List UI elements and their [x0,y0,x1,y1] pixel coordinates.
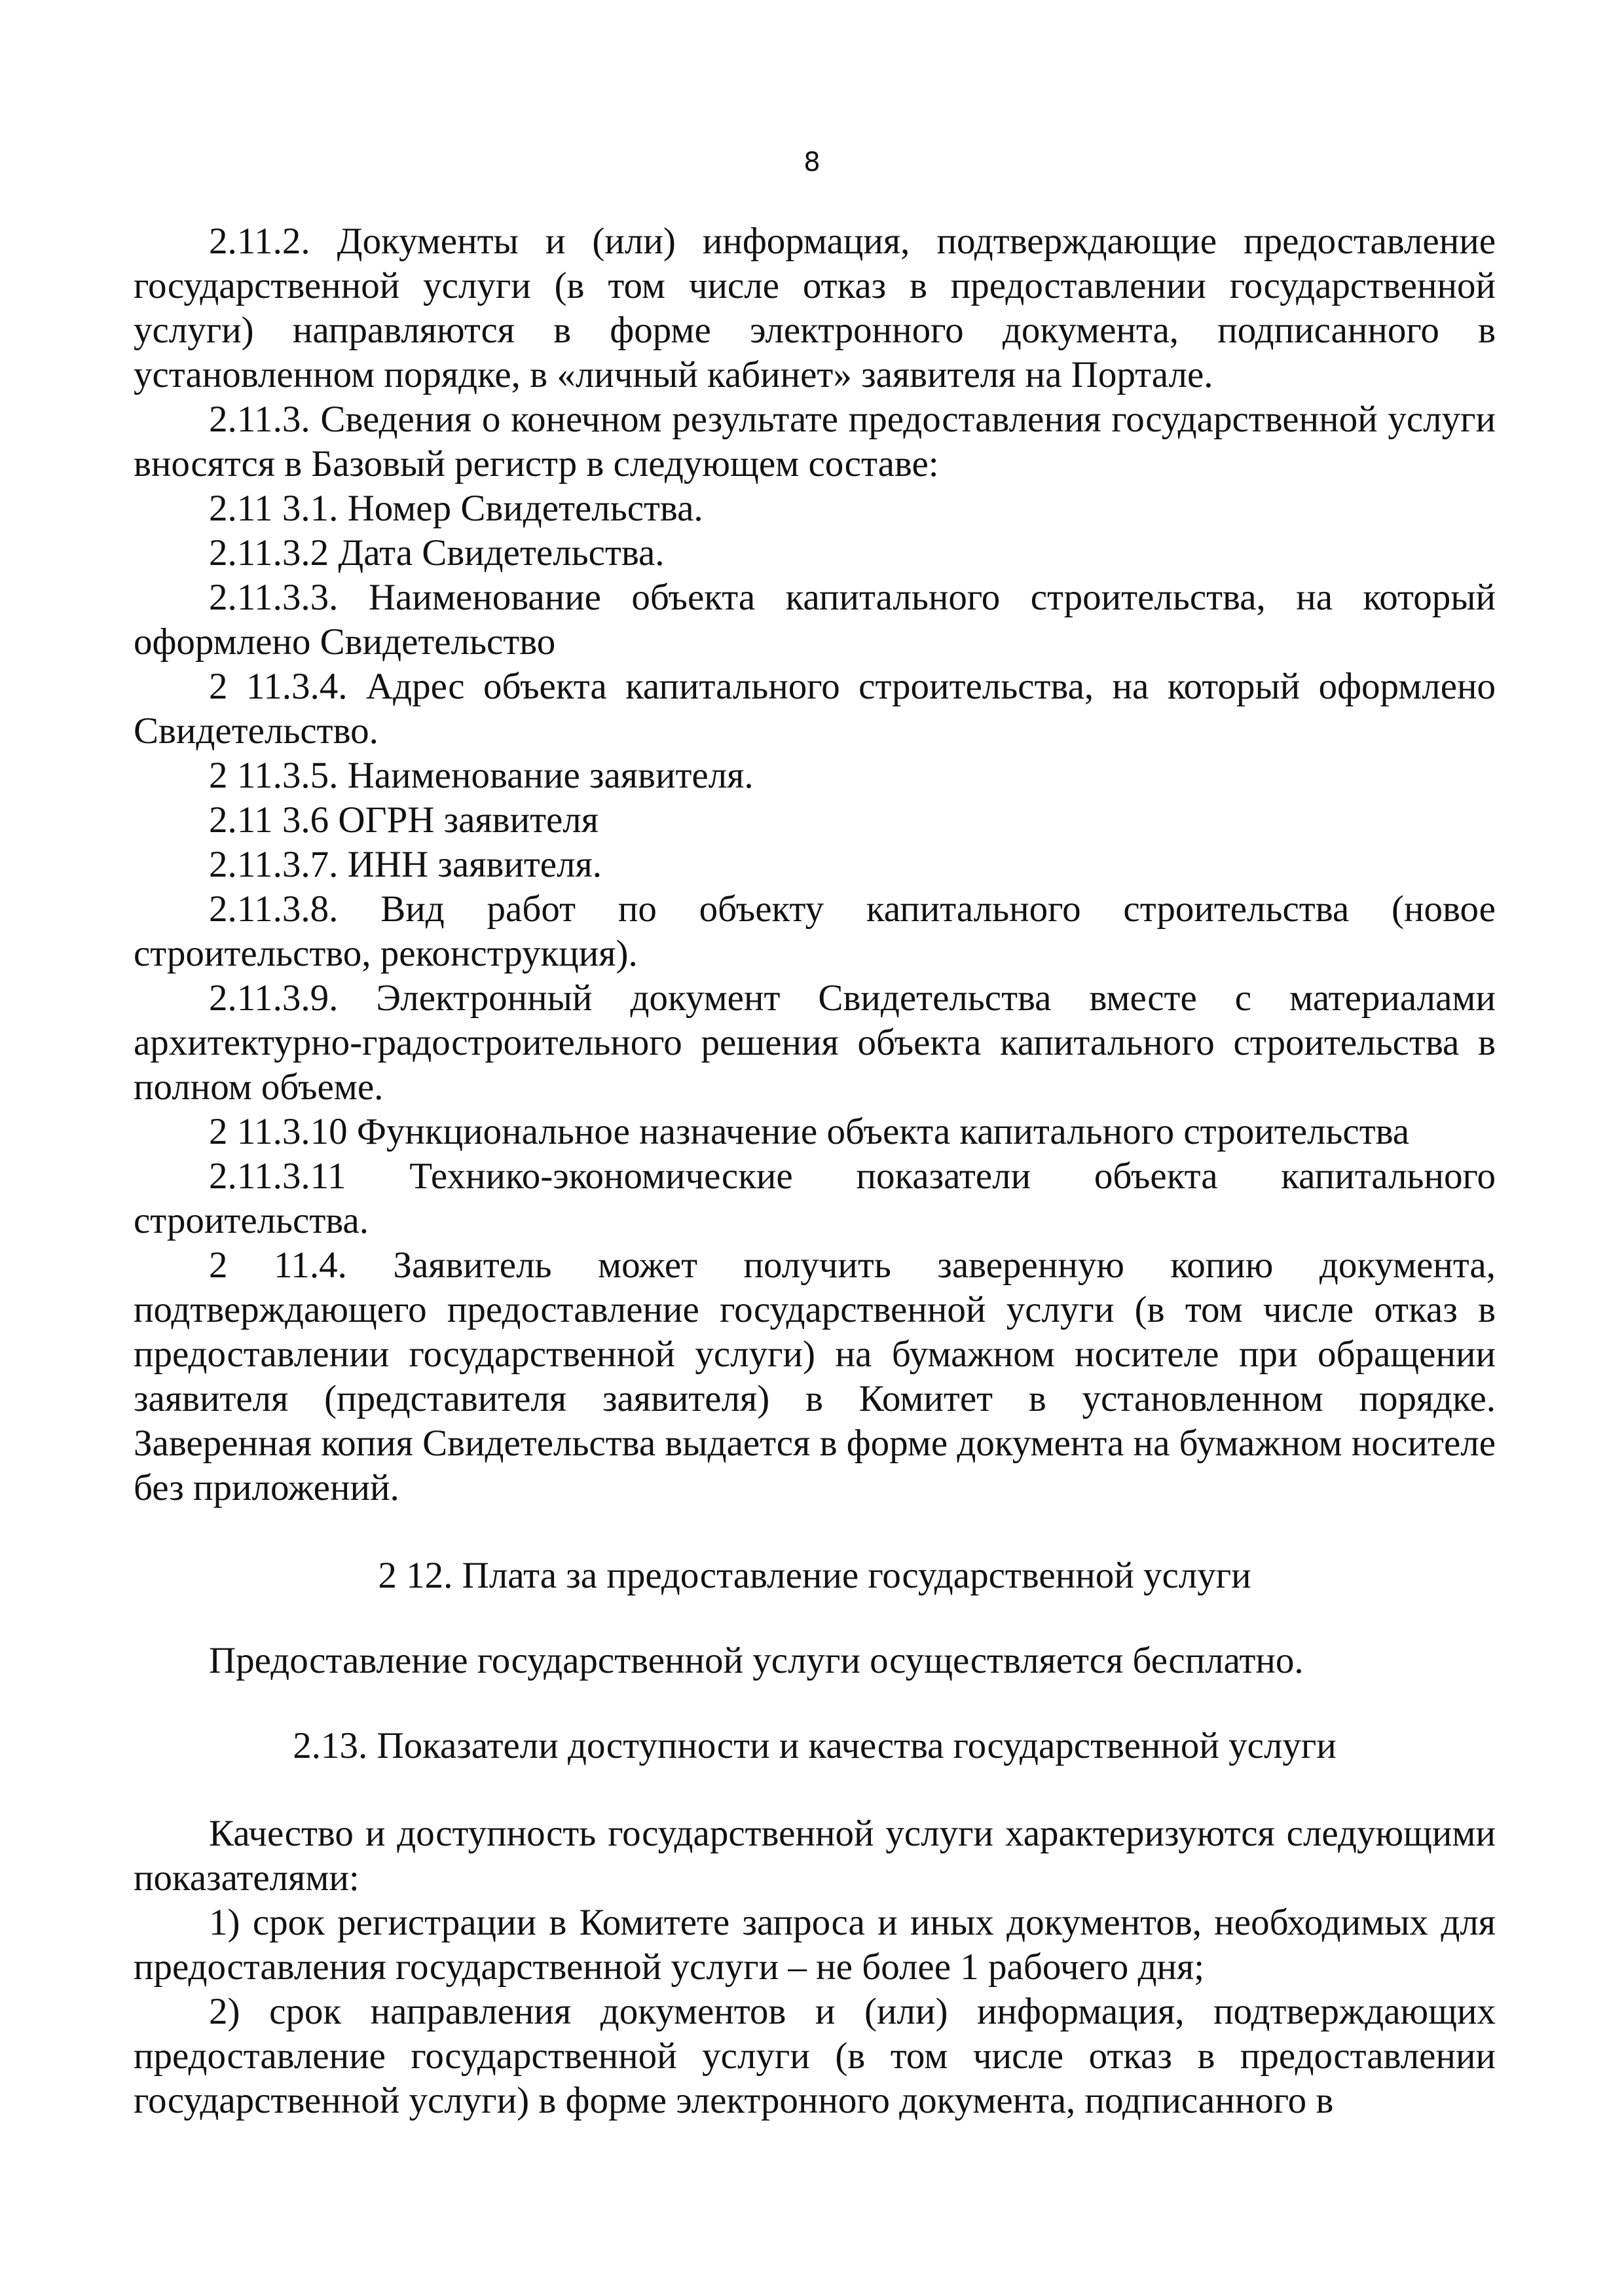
paragraph-2-11-3-5: 2 11.3.5. Наименование заявителя. [209,755,754,796]
paragraph-2-11-3-3: 2.11.3.3. Наименование объекта капитального строительства, на который оформлено Свидетельство [134,577,1496,663]
paragraph-2-11-3-8: 2.11.3.8. Вид работ по объекту капитального строительства (новое строительство, реконструкция). [134,888,1496,974]
paragraph-2-11-3-6: 2.11 3.6 ОГРН заявителя [209,799,599,841]
paragraph-2-11-3: 2.11.3. Сведения о конечном результате предоставления государственной услуги вносятся в Базовый регистр в следующем составе: [134,399,1496,484]
section-heading-2-13: 2.13. Показатели доступности и качества государственной услуги [293,1725,1337,1766]
paragraph-2-11-3-10: 2 11.3.10 Функциональное назначение объекта капитального строительства [209,1111,1410,1152]
paragraph-2-11-3-11: 2.11.3.11 Технико-экономические показатели объекта капитального строительства. [134,1156,1496,1241]
paragraph-2-11-4: 2 11.4. Заявитель может получить заверенную копию документа, подтверждающего предоставление государственной услуги (в том числе отказ в предоставлении государственной услуги) на бумажном носителе при обращении заявителя (представителя заявителя) в Комитет в установленном порядке. Заверенная копия Свидетельства выдается в форме документа на бумажном носителе без приложений. [134,1245,1496,1508]
paragraph-2-11-3-9: 2.11.3.9. Электронный документ Свидетельства вместе с материалами архитектурно-градостроительного решения объекта капитального строительства в полном объеме. [134,977,1496,1108]
page-number: 8 [803,147,821,177]
paragraph-2-11-3-2: 2.11.3.2 Дата Свидетельства. [209,532,665,574]
paragraph-2-13-item-1: 1) срок регистрации в Комитете запроса и иных документов, необходимых для предоставления государственной услуги – не более 1 рабочего дня; [134,1902,1496,1988]
section-heading-2-12: 2 12. Плата за предоставление государственной услуги [378,1555,1251,1596]
paragraph-2-11-3-4: 2 11.3.4. Адрес объекта капитального строительства, на который оформлено Свидетельство. [134,666,1496,752]
paragraph-2-12: Предоставление государственной услуги осуществляется бесплатно. [209,1640,1304,1681]
paragraph-2-13-item-2: 2) срок направления документов и (или) информация, подтверждающих предоставление государственной услуги (в том числе отказ в предоставлении государственной услуги) в форме электронного документа, подписанного в [134,1991,1496,2121]
paragraph-2-13-intro: Качество и доступность государственной услуги характеризуются следующими показателями: [134,1813,1496,1899]
document-body [134,219,1496,2123]
paragraph-2-11-2: 2.11.2. Документы и (или) информация, подтверждающие предоставление государственной услуги (в том числе отказ в предоставлении государственной услуги) направляются в форме электронного документа, подписанного в установленном порядке, в «личный кабинет» заявителя на Портале. [134,221,1496,395]
paragraph-2-11-3-7: 2.11.3.7. ИНН заявителя. [209,844,602,885]
paragraph-2-11-3-1: 2.11 3.1. Номер Свидетельства. [209,488,703,529]
